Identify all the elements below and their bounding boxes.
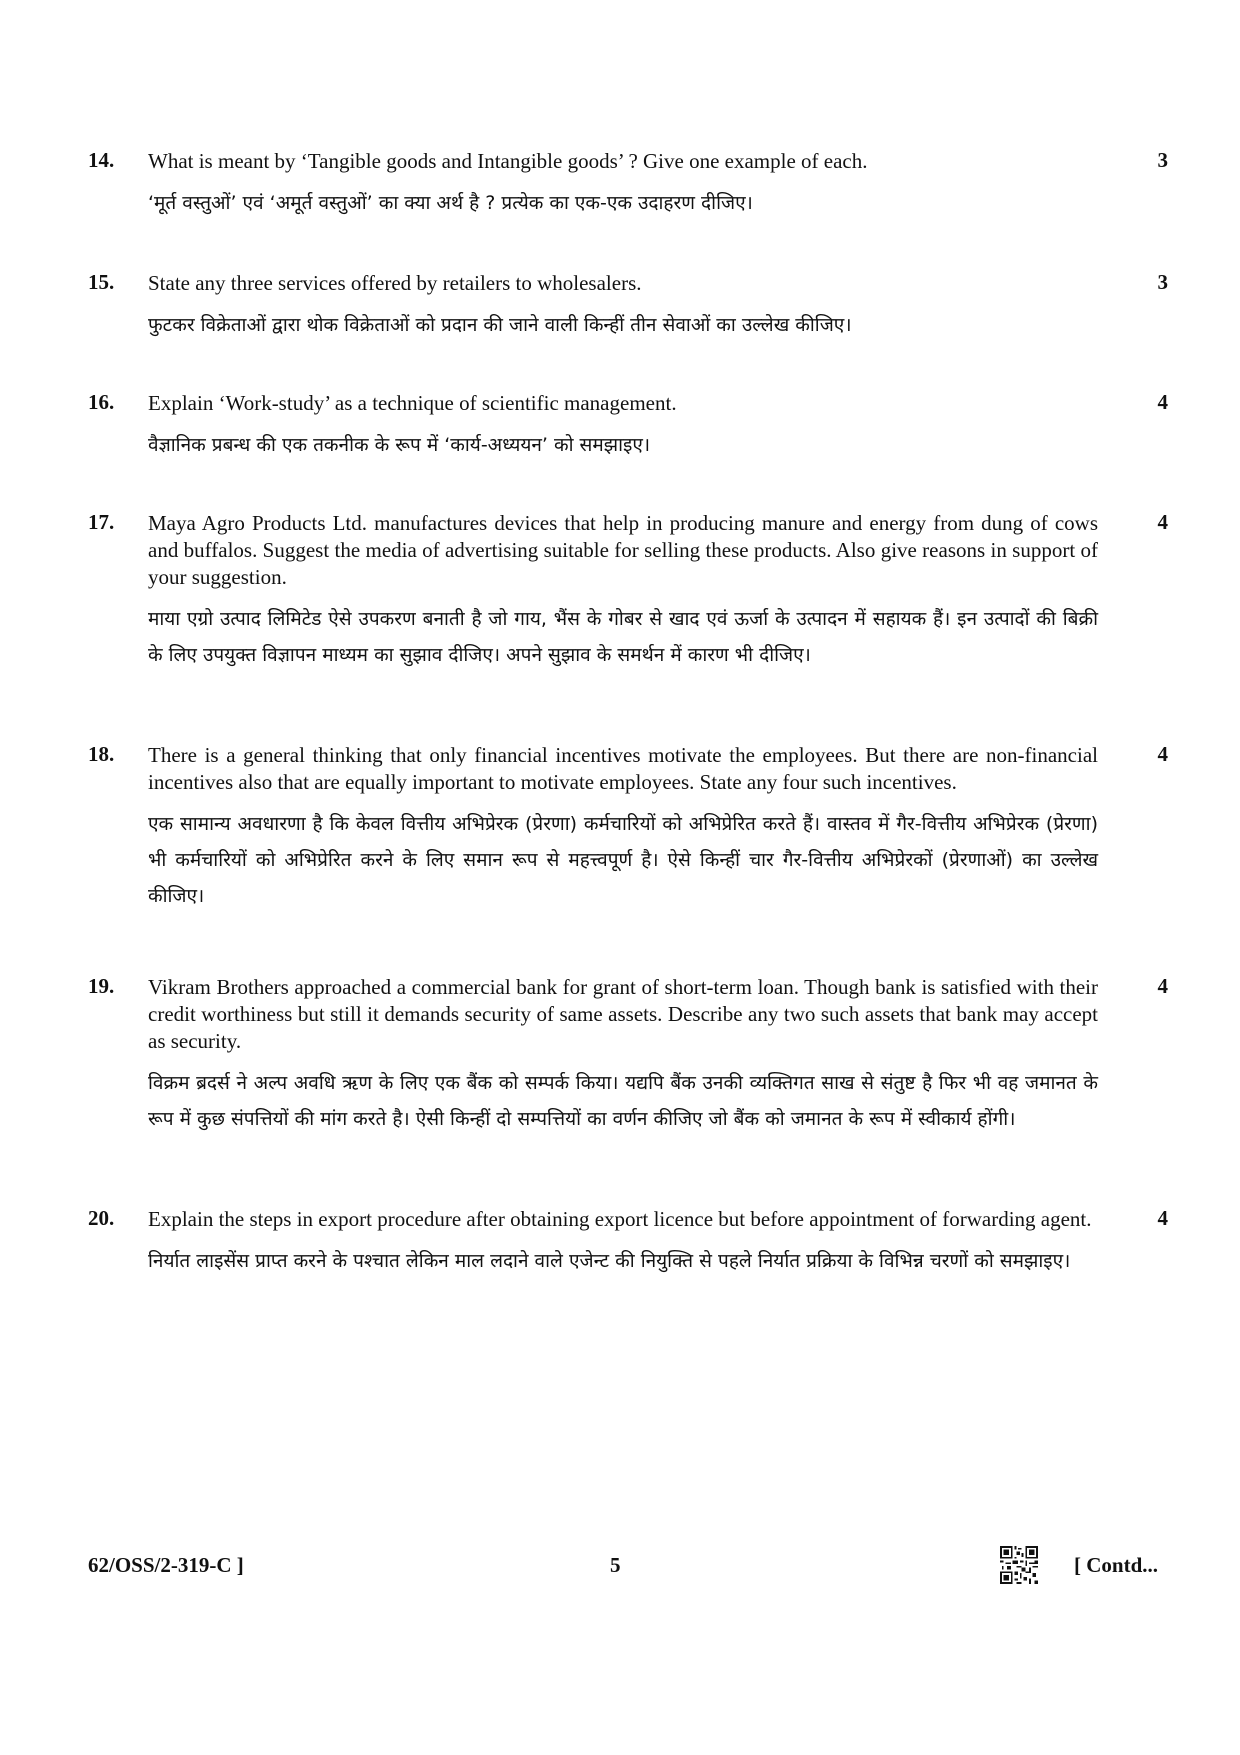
- question-number: 20.: [88, 1206, 115, 1230]
- question-text-hindi: वैज्ञानिक प्रबन्ध की एक तकनीक के रूप में ‘कार्य-अध्ययन’ को समझाइए।: [148, 434, 651, 456]
- question-body: [148, 510, 1098, 673]
- question-text-hindi: माया एग्रो उत्पाद लिमिटेड ऐसे उपकरण बनाती है जो गाय, भैंस के गोबर से खाद एवं ऊर्जा के उत्पादन में सहायक हैं। इन उत्पादों की बिक्री के लिए उपयुक्त विज्ञापन माध्यम का सुझाव दीजिए। अपने सुझाव के समर्थन में कारण भी दीजिए।: [148, 608, 1098, 666]
- question-body: [148, 148, 1098, 221]
- question-text-english: State any three services offered by retailers to wholesalers.: [148, 271, 642, 295]
- question-marks: 4: [1157, 1206, 1168, 1230]
- question-text-english: Explain ‘Work-study’ as a technique of scientific management.: [148, 391, 677, 415]
- question-text-hindi: ‘मूर्त वस्तुओं’ एवं ‘अमूर्त वस्तुओं’ का क्या अर्थ है ? प्रत्येक का एक-एक उदाहरण दीजिए।: [148, 192, 753, 214]
- question-text-english: Maya Agro Products Ltd. manufactures devices that help in producing manure and energy from dung of cows and buffalos. Suggest the media of advertising suitable for selling these products. Also give reasons in support of your suggestion.: [148, 511, 1098, 589]
- question-number: 19.: [88, 974, 115, 998]
- page-number: 5: [610, 1553, 621, 1577]
- question-text-hindi: निर्यात लाइसेंस प्राप्त करने के पश्चात लेकिन माल लदाने वाले एजेन्ट की नियुक्ति से पहले निर्यात प्रक्रिया के विभिन्न चरणों को समझाइए।: [148, 1250, 1071, 1272]
- question-marks: 3: [1157, 270, 1168, 294]
- question-number: 15.: [88, 270, 115, 294]
- question-text-hindi: फुटकर विक्रेताओं द्वारा थोक विक्रेताओं को प्रदान की जाने वाली किन्हीं तीन सेवाओं का उल्लेख कीजिए।: [148, 314, 852, 336]
- question-text-english: What is meant by ‘Tangible goods and Intangible goods’ ? Give one example of each.: [148, 149, 868, 173]
- question-number: 18.: [88, 742, 115, 766]
- question-text-english: There is a general thinking that only financial incentives motivate the employees. But there are non-financial incentives also that are equally important to motivate employees. State any four such incentives.: [148, 743, 1098, 794]
- question-text-hindi: एक सामान्य अवधारणा है कि केवल वित्तीय अभिप्रेरक (प्रेरणा) कर्मचारियों को अभिप्रेरित करते हैं। वास्तव में गैर-वित्तीय अभिप्रेरक (प्रेरणा) भी कर्मचारियों को अभिप्रेरित करने के लिए समान रूप से महत्त्वपूर्ण है। ऐसे किन्हीं चार गैर-वित्तीय अभिप्रेरकों (प्रेरणाओं) का उल्लेख कीजिए।: [148, 813, 1098, 907]
- question-marks: 4: [1157, 390, 1168, 414]
- question-body: [148, 270, 1098, 343]
- continued-label: [ Contd...: [1073, 1553, 1158, 1577]
- question-body: [148, 742, 1098, 914]
- question-marks: 3: [1157, 148, 1168, 172]
- question-number: 16.: [88, 390, 115, 414]
- question-body: [148, 1206, 1098, 1279]
- question-marks: 4: [1157, 974, 1168, 998]
- question-text-hindi: विक्रम ब्रदर्स ने अल्प अवधि ऋण के लिए एक बैंक को सम्पर्क किया। यद्यपि बैंक उनकी व्यक्तिगत साख से संतुष्ट है फिर भी वह जमानत के रूप में कुछ संपत्तियों की मांग करते है। ऐसी किन्हीं दो सम्पत्तियों का वर्णन कीजिए जो बैंक को जमानत के रूप में स्वीकार्य होंगी।: [148, 1072, 1098, 1130]
- question-body: [148, 974, 1098, 1137]
- question-body: [148, 390, 1098, 463]
- question-text-english: Explain the steps in export procedure after obtaining export licence but before appointment of forwarding agent.: [148, 1207, 1092, 1231]
- paper-code: 62/OSS/2-319-C ]: [88, 1553, 244, 1577]
- question-marks: 4: [1157, 742, 1168, 766]
- question-text-english: Vikram Brothers approached a commercial bank for grant of short-term loan. Though bank is satisfied with their credit worthiness but still it demands security of same assets. Describe any two such assets that bank may accept as security.: [148, 975, 1098, 1053]
- question-number: 17.: [88, 510, 115, 534]
- question-marks: 4: [1157, 510, 1168, 534]
- qr-code-icon: [1000, 1546, 1038, 1584]
- question-number: 14.: [88, 148, 115, 172]
